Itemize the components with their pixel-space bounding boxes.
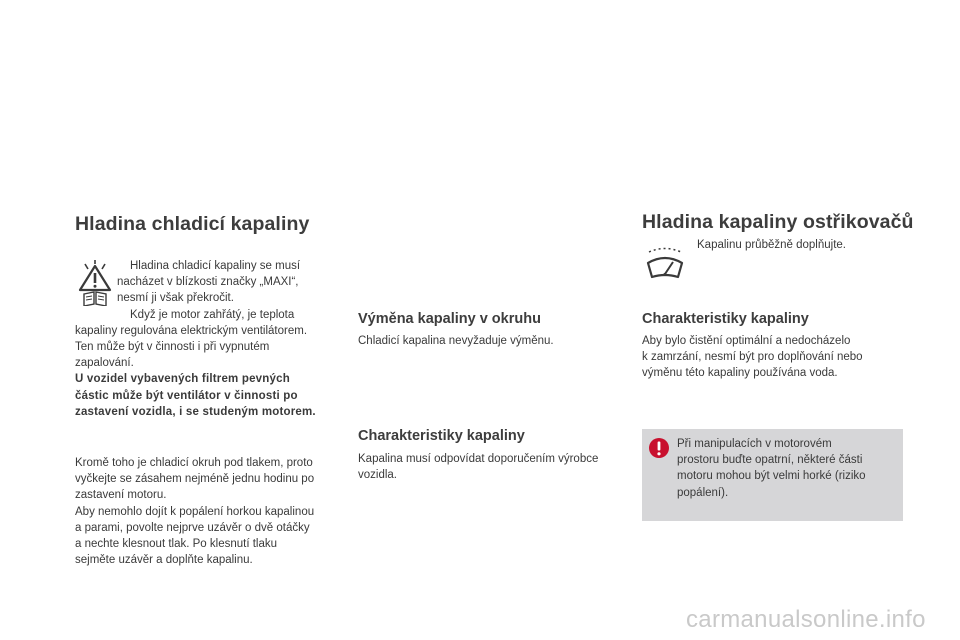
text-line: Kromě toho je chladicí okruh pod tlakem, proto (75, 457, 313, 469)
bold-text-line: částic může být ventilátor v činnosti po (75, 389, 298, 402)
text-line: Ten může být v činnosti i při vypnutém (75, 341, 270, 354)
washer-intro (697, 237, 897, 253)
text-line: výměnu této kapaliny používána voda. (642, 367, 838, 380)
coolant-spec-text (358, 451, 628, 483)
bold-text-line: U vozidel vybavených filtrem pevných (75, 373, 290, 386)
watermark: carmanualsonline.info (686, 606, 926, 633)
text-line: zapalování. (75, 357, 134, 370)
text-line: Aby bylo čistění optimální a nedocházelo (642, 335, 851, 347)
coolant-replacement-title: Výměna kapaliny v okruhu (358, 311, 541, 327)
bold-text-line: zastavení vozidla, i se studeným motorem. (75, 405, 316, 418)
text-line: a parami, povolte nejprve uzávěr o dvě otáčky (75, 521, 310, 534)
text-line: popálení). (677, 486, 729, 499)
text-line: sejměte uzávěr a doplňte kapalinu. (75, 554, 253, 567)
text-line: kapaliny regulována elektrickým ventilátorem. (75, 324, 308, 337)
caution-icon (648, 437, 670, 459)
text-line: k zamrzání, nesmí být pro doplňování nebo (642, 351, 863, 364)
caution-text (677, 436, 899, 501)
text-line: Chladicí kapalina nevyžaduje výměnu. (358, 335, 554, 347)
caution-notice (642, 429, 903, 521)
text-line: nacházet v blízkosti značky „MAXI“, (117, 276, 299, 289)
text-line: Při manipulacích v motorovém (677, 438, 832, 450)
windshield-washer-icon (645, 243, 685, 281)
washer-spec-title: Charakteristiky kapaliny (642, 311, 809, 327)
text-line: nesmí ji však překročit. (117, 292, 234, 305)
text-line: vyčkejte se zásahem nejméně jednu hodinu po (75, 473, 315, 486)
text-line: prostoru buďte opatrní, některé části (677, 454, 863, 467)
coolant-level-title: Hladina chladicí kapaliny (75, 213, 310, 235)
washer-spec-text (642, 333, 912, 382)
coolant-replacement-text (358, 333, 628, 349)
coolant-description (75, 258, 345, 420)
text-line: Kapalina musí odpovídat doporučením výrobce (358, 453, 599, 465)
coolant-spec-title: Charakteristiky kapaliny (358, 428, 525, 444)
text-line: Když je motor zahřátý, je teplota (130, 308, 295, 321)
text-line: motoru mohou být velmi horké (riziko (677, 470, 866, 483)
text-line: vozidla. (358, 469, 397, 482)
text-line: Kapalinu průběžně doplňujte. (697, 239, 846, 251)
washer-level-title: Hladina kapaliny ostřikovačů (642, 211, 914, 233)
text-line: a nechte klesnout tlak. Po klesnutí tlaku (75, 538, 278, 551)
text-line: Aby nemohlo dojít k popálení horkou kapalinou (75, 505, 315, 518)
text-line: zastavení motoru. (75, 489, 167, 502)
text-line: Hladina chladicí kapaliny se musí (130, 260, 301, 272)
coolant-pressure-warning (75, 455, 345, 568)
